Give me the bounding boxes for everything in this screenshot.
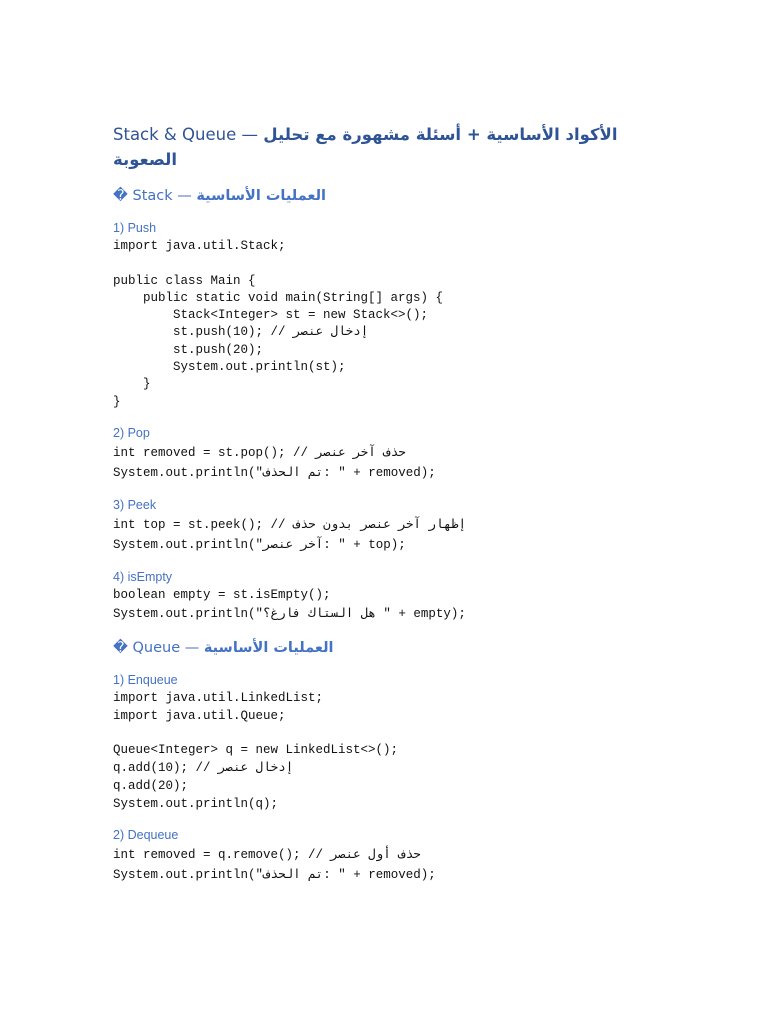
document-content [113, 122, 673, 885]
code-line: import java.util.Stack; [113, 239, 286, 253]
page-title-rtl: الأكواد الأساسية + أسئلة مشهورة مع تحليل [263, 125, 618, 144]
stack-heading-rtl: العمليات الأساسية [196, 188, 327, 204]
code-line: q.add(10); // إدخال عنصر [113, 761, 294, 776]
code-line: q.add(20); [113, 779, 189, 794]
page-title-line-1 [113, 122, 673, 147]
pop-heading: 2) Pop [113, 425, 150, 440]
push-heading: 1) Push [113, 221, 157, 235]
queue-heading-ltr: Queue — [127, 640, 204, 657]
code-line: boolean empty = st.isEmpty(); [113, 587, 331, 602]
stack-section-heading [113, 186, 673, 206]
code-line: } [113, 394, 121, 409]
code-line: } [113, 377, 151, 392]
dequeue-heading: 2) Dequeue [113, 828, 179, 843]
code-line: public static void main(String[] args) { [113, 290, 444, 305]
code-line: int removed = q.remove(); // حذف أول عنصر [113, 848, 421, 863]
queue-section-heading [113, 638, 673, 658]
missing-glyph-icon: � [113, 640, 128, 657]
peek-heading: 3) Peek [113, 497, 157, 512]
dequeue-code-block [113, 845, 673, 885]
code-line: System.out.println(st); [113, 360, 346, 375]
code-line: System.out.println("تم الحذف: " + removed); [113, 868, 436, 883]
stack-heading-ltr: Stack — [127, 188, 197, 204]
code-line: System.out.println("هل الستاك فارغ؟ " + empty); [113, 607, 466, 622]
code-line: public class Main { [113, 273, 256, 288]
code-line: Stack<Integer> st = new Stack<>(); [113, 308, 429, 323]
peek-code-block [113, 515, 673, 555]
code-line: System.out.println(q); [113, 796, 279, 811]
enqueue-heading: 1) Enqueue [113, 673, 178, 688]
isempty-heading: 4) isEmpty [113, 569, 173, 584]
code-line: import java.util.Queue; [113, 708, 286, 723]
page-title-line-2 [113, 147, 673, 172]
isempty-code-block [113, 587, 673, 624]
code-line: System.out.println("تم الحذف: " + removed); [113, 465, 436, 480]
pop-code-block [113, 443, 673, 483]
queue-heading-rtl: العمليات الأساسية [203, 640, 334, 657]
code-line: st.push(20); [113, 342, 264, 357]
code-line: int removed = st.pop(); // حذف آخر عنصر [113, 445, 406, 460]
code-line: int top = st.peek(); // إظهار آخر عنصر بدون حذف [113, 517, 467, 532]
page-title-rtl-2: الصعوبة [113, 150, 177, 169]
push-code-block [113, 238, 673, 411]
missing-glyph-icon: � [113, 188, 128, 204]
code-line: Queue<Integer> q = new LinkedList<>(); [113, 743, 399, 758]
code-line: st.push(10); // إدخال عنصر [113, 325, 369, 340]
page-title [113, 122, 673, 172]
enqueue-code-block [113, 690, 673, 813]
code-line: System.out.println("آخر عنصر: " + top); [113, 537, 406, 552]
code-line [113, 255, 673, 272]
code-line: import java.util.LinkedList; [113, 691, 324, 706]
page-title-ltr: Stack & Queue — [113, 125, 264, 144]
code-line [113, 725, 673, 742]
